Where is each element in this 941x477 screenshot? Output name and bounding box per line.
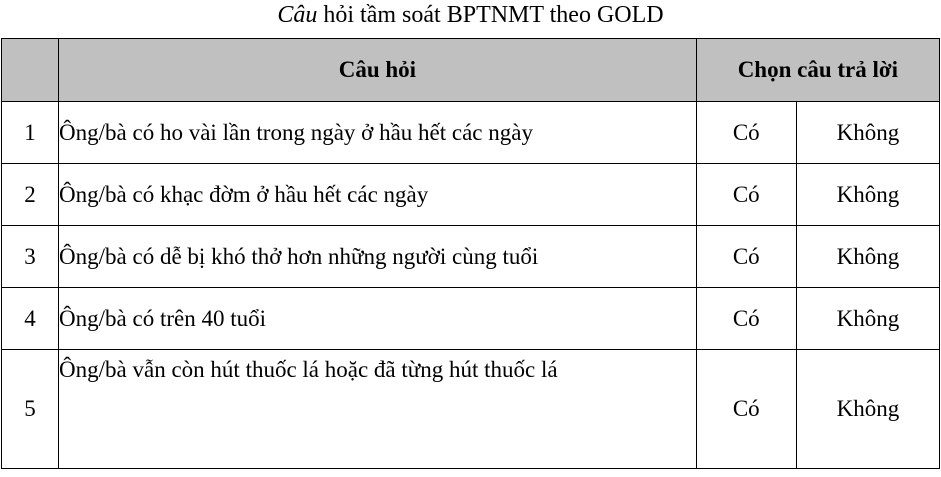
- row-answer-no[interactable]: Không: [796, 102, 939, 164]
- table-row: [2, 288, 940, 350]
- table-row: [2, 102, 940, 164]
- row-question: Ông/bà có dễ bị khó thở hơn những người cùng tuổi: [59, 226, 697, 288]
- table-header: [2, 39, 940, 102]
- page-title: [0, 0, 941, 38]
- row-answer-yes[interactable]: Có: [696, 288, 796, 350]
- row-question: Ông/bà có trên 40 tuổi: [59, 288, 697, 350]
- row-index: 1: [2, 102, 59, 164]
- table-row: [2, 350, 940, 469]
- row-question: Ông/bà vẫn còn hút thuốc lá hoặc đã từng hút thuốc lá: [59, 350, 697, 469]
- table-body: [2, 102, 940, 469]
- row-index: 5: [2, 350, 59, 469]
- row-answer-yes[interactable]: Có: [696, 350, 796, 469]
- page-title-rest: hỏi tầm soát BPTNMT theo GOLD: [317, 2, 664, 28]
- row-question: Ông/bà có khạc đờm ở hầu hết các ngày: [59, 164, 697, 226]
- column-header-index: [2, 39, 59, 102]
- row-answer-no[interactable]: Không: [796, 288, 939, 350]
- column-header-answer: Chọn câu trả lời: [696, 39, 939, 102]
- table-row: [2, 226, 940, 288]
- row-answer-no[interactable]: Không: [796, 164, 939, 226]
- column-header-question: Câu hỏi: [59, 39, 697, 102]
- screening-questionnaire-table: [1, 38, 940, 469]
- table-header-row: [2, 39, 940, 102]
- row-answer-yes[interactable]: Có: [696, 102, 796, 164]
- table-row: [2, 164, 940, 226]
- row-answer-yes[interactable]: Có: [696, 164, 796, 226]
- row-answer-no[interactable]: Không: [796, 350, 939, 469]
- row-index: 3: [2, 226, 59, 288]
- page-title-italic-word: Câu: [277, 2, 318, 28]
- row-answer-no[interactable]: Không: [796, 226, 939, 288]
- row-answer-yes[interactable]: Có: [696, 226, 796, 288]
- row-index: 2: [2, 164, 59, 226]
- row-index: 4: [2, 288, 59, 350]
- row-question: Ông/bà có ho vài lần trong ngày ở hầu hết các ngày: [59, 102, 697, 164]
